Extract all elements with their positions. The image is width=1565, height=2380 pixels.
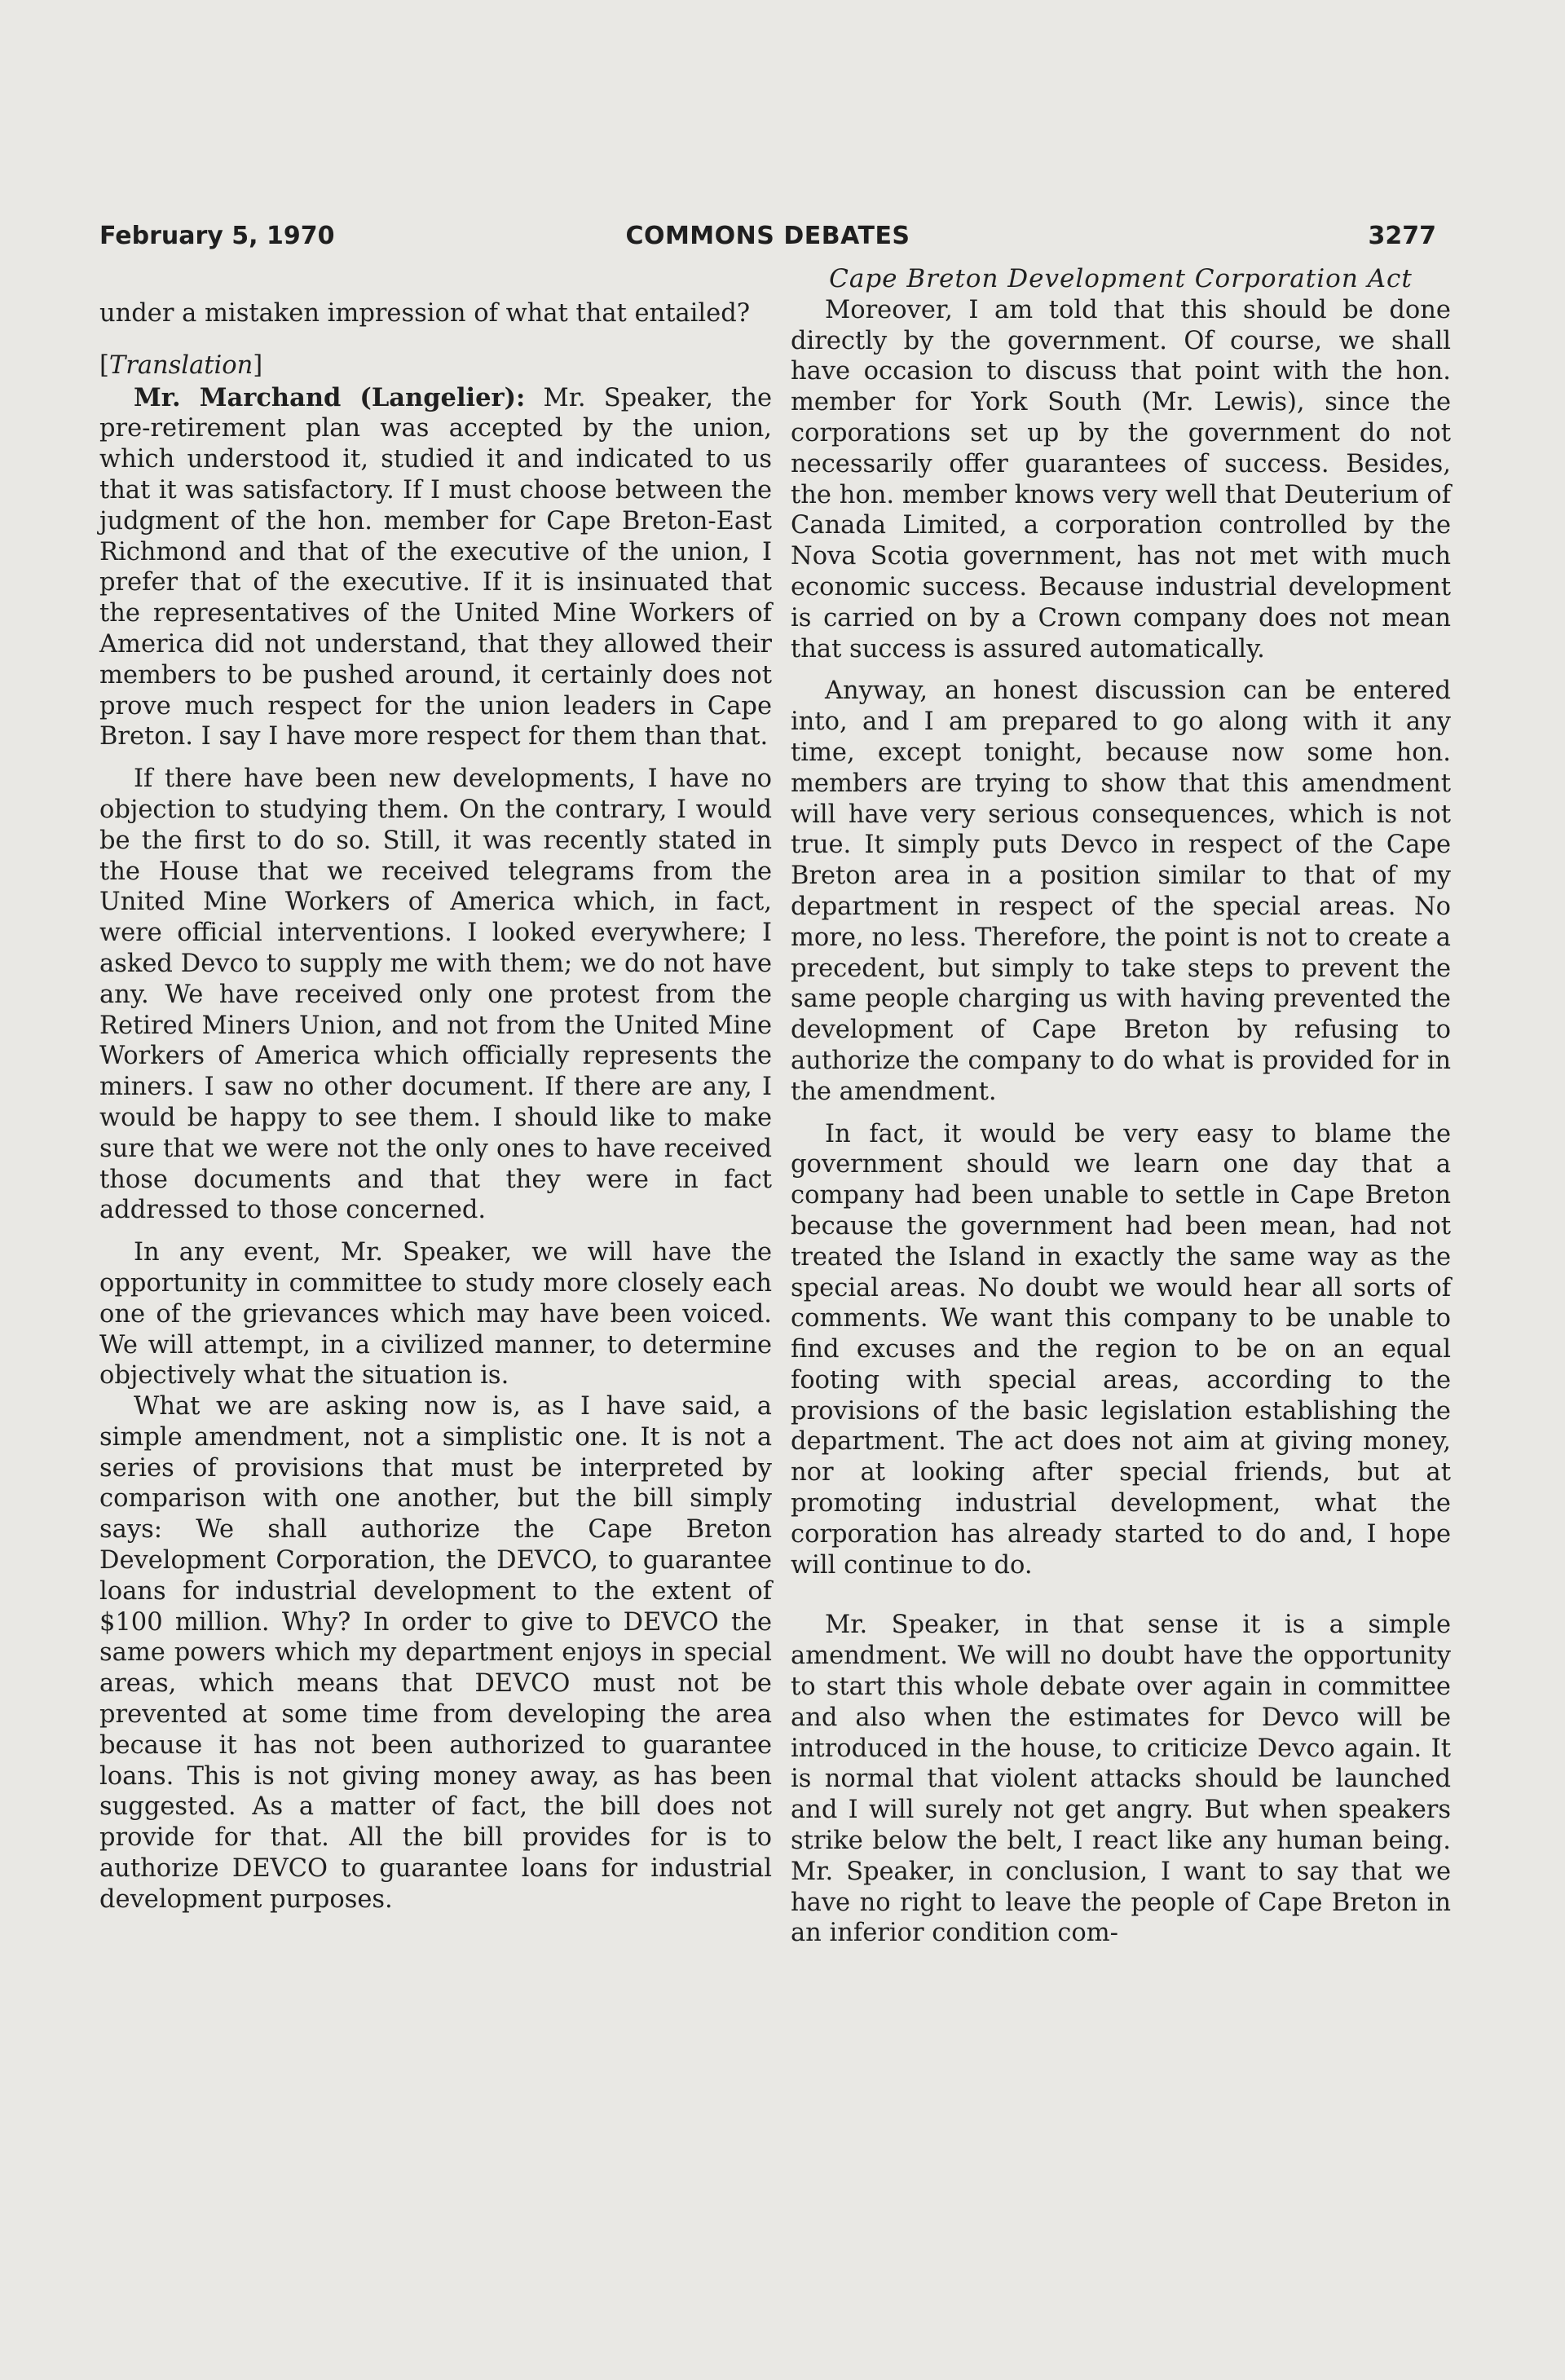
paragraph: In any event, Mr. Speaker, we will have the opportunity in committee to study more closely each one of the grievances which may have been voiced. We will attempt, in a civilized manner, to determine objectively what the situation is. <box>99 1238 772 1391</box>
speaker-name: Mr. Marchand (Langelier): <box>134 382 526 412</box>
paragraph: Moreover, I am told that this should be done directly by the government. Of course, we shall have occasion to discuss that point with the hon. member for York South (Mr. Lewis), since the corporations set up by the government do not necessarily offer guarantees of success. Besides, the hon. member knows very well that Deuterium of Canada Limited, a corporation controlled by the Nova Scotia government, has not met with much economic success. Because industrial development is carried on by a Crown company does not mean that success is assured automatically. <box>791 295 1451 663</box>
page-header <box>99 222 1436 258</box>
speech-paragraph <box>99 383 772 753</box>
header-title: COMMONS DEBATES <box>625 222 910 250</box>
running-head: Cape Breton Development Corporation Act <box>829 264 1413 293</box>
paragraph: In fact, it would be very easy to blame the government should we learn one day that a company had been unable to settle in Cape Breton because the government had been mean, had not treated the Island in exactly the same way as the special areas. No doubt we would hear all sorts of comments. We want this company to be unable to find excuses and the region to be on an equal footing with special areas, according to the provisions of the basic legislation establishing the department. The act does not aim at giving money, nor at looking after special friends, but at promoting industrial development, what the corporation has already started to do and, I hope will continue to do. <box>791 1119 1451 1580</box>
paragraph: Anyway, an honest discussion can be entered into, and I am prepared to go along with it any time, except tonight, because now some hon. members are trying to show that this amendment will have very serious consequences, which is not true. It simply puts Devco in respect of the Cape Breton area in a position similar to that of my department in respect of the special areas. No more, no less. Therefore, the point is not to create a precedent, but simply to take steps to prevent the same people charging us with having prevented the development of Cape Breton by refusing to authorize the company to do what is provided for in the amendment. <box>791 677 1451 1106</box>
paragraph: under a mistaken impression of what that entailed? <box>99 299 751 328</box>
paragraph: Mr. Speaker, in that sense it is a simple amendment. We will no doubt have the opportunity to start this whole debate over again in committee and also when the estimates for Devco will be introduced in the house, to criticize Devco again. It is normal that violent attacks should be launched and I will surely not get angry. But when speakers strike below the belt, I react like any human being. Mr. Speaker, in conclusion, I want to say that we have no right to leave the people of Cape Breton in an inferior condition com- <box>791 1611 1451 1948</box>
paragraph: What we are asking now is, as I have said, a simple amendment, not a simplistic one. It is not a series of provisions that must be interpreted by comparison with one another, but the bill simply says: We shall authorize the Cape Breton Development Corporation, the DEVCO, to guarantee loans for industrial development to the extent of $100 million. Why? In order to give to DEVCO the same powers which my department enjoys in special areas, which means that DEVCO must not be prevented at some time from developing the area because it has not been authorized to guarantee loans. This is not giving money away, as has been suggested. As a matter of fact, the bill does not provide for that. All the bill provides for is to authorize DEVCO to guarantee loans for industrial development purposes. <box>99 1392 772 1914</box>
translation-tag: [Translation] <box>99 350 263 380</box>
left-column <box>99 298 772 1915</box>
right-column <box>791 264 1451 1949</box>
translation-tag-label: Translation <box>108 350 253 380</box>
header-date: February 5, 1970 <box>99 222 335 250</box>
page-number: 3277 <box>1368 222 1436 250</box>
speech-text: Mr. Speaker, the pre-retirement plan was accepted by the union, which understood it, studied it and indicated to us that it was satisfactory. If I must choose between the judgment of the hon. member for Cape Breton-East Richmond and that of the executive of the union, I prefer that of the executive. If it is insinuated that the representatives of the United Mine Workers of America did not understand, that they allowed their members to be pushed around, it certainly does not prove much respect for the union leaders in Cape Breton. I say I have more respect for them than that. <box>99 383 772 751</box>
paragraph: If there have been new developments, I have no objection to studying them. On the contrary, I would be the first to do so. Still, it was recently stated in the House that we received telegrams from the United Mine Workers of America which, in fact, were official interventions. I looked everywhere; I asked Devco to supply me with them; we do not have any. We have received only one protest from the Retired Miners Union, and not from the United Mine Workers of America which officially represents the miners. I saw no other document. If there are any, I would be happy to see them. I should like to make sure that we were not the only ones to have received those documents and that they were in fact addressed to those concerned. <box>99 765 772 1225</box>
